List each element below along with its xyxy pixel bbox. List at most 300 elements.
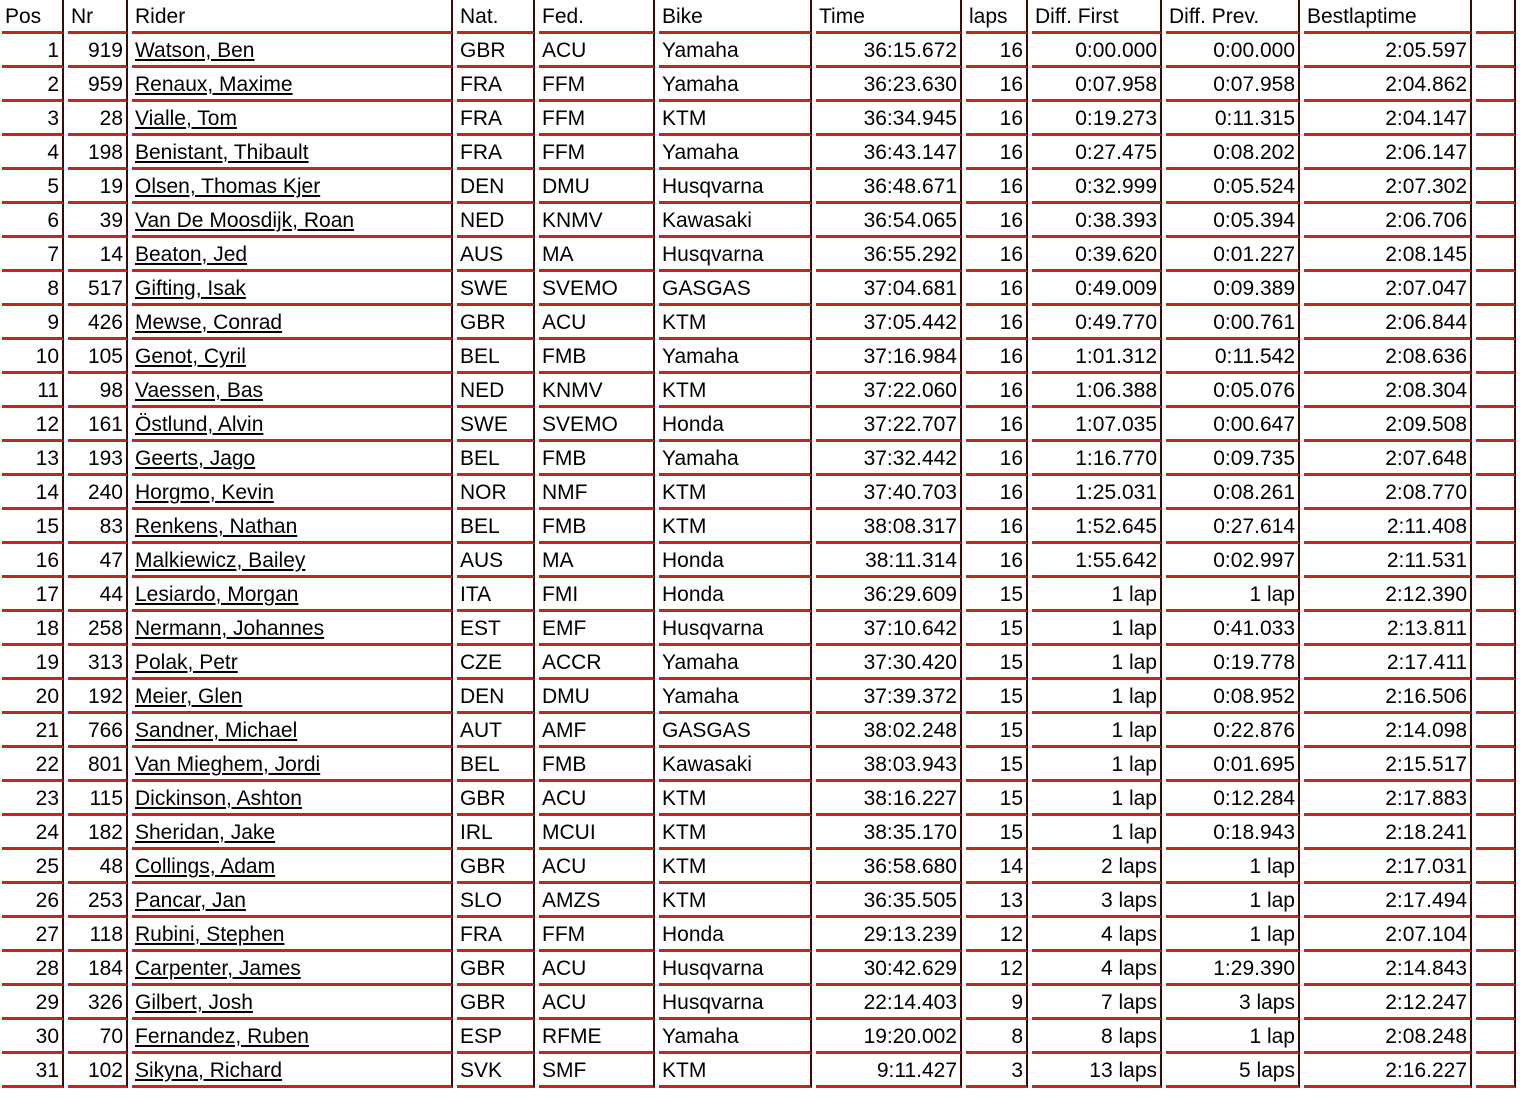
cell-diff-prev: 0:09.389 (1166, 272, 1300, 306)
cell-diff-prev: 1 lap (1166, 918, 1300, 952)
results-body (2, 34, 1516, 1088)
cell-nr: 70 (68, 1020, 128, 1054)
cell-time: 38:02.248 (816, 714, 962, 748)
cell-extra (1476, 1020, 1516, 1054)
cell-nat: GBR (457, 952, 535, 986)
cell-time: 36:58.680 (816, 850, 962, 884)
cell-bike: Kawasaki (659, 204, 812, 238)
cell-bestlaptime: 2:07.104 (1304, 918, 1472, 952)
cell-extra (1476, 510, 1516, 544)
cell-bestlaptime: 2:06.844 (1304, 306, 1472, 340)
rider-link[interactable]: Benistant, Thibault (135, 141, 309, 164)
cell-pos: 31 (2, 1054, 64, 1088)
cell-rider (132, 476, 453, 510)
cell-fed: SMF (539, 1054, 655, 1088)
cell-extra (1476, 170, 1516, 204)
header-fed[interactable]: Fed. (539, 0, 655, 34)
cell-nr: 161 (68, 408, 128, 442)
rider-link[interactable]: Fernandez, Ruben (135, 1025, 309, 1048)
cell-nr: 44 (68, 578, 128, 612)
cell-rider (132, 238, 453, 272)
cell-extra (1476, 782, 1516, 816)
cell-bestlaptime: 2:13.811 (1304, 612, 1472, 646)
table-row (2, 442, 1516, 476)
rider-link[interactable]: Olsen, Thomas Kjer (135, 175, 321, 198)
cell-diff-first: 1 lap (1032, 816, 1162, 850)
cell-rider (132, 544, 453, 578)
rider-link[interactable]: Malkiewicz, Bailey (135, 549, 306, 572)
rider-link[interactable]: Genot, Cyril (135, 345, 246, 368)
cell-laps: 3 (966, 1054, 1028, 1088)
cell-bike: Yamaha (659, 646, 812, 680)
cell-extra (1476, 442, 1516, 476)
cell-extra (1476, 272, 1516, 306)
cell-fed: FFM (539, 68, 655, 102)
cell-bestlaptime: 2:07.047 (1304, 272, 1472, 306)
cell-fed: SVEMO (539, 408, 655, 442)
cell-nr: 182 (68, 816, 128, 850)
cell-nat: FRA (457, 918, 535, 952)
cell-diff-prev: 1:29.390 (1166, 952, 1300, 986)
cell-bike: Yamaha (659, 442, 812, 476)
cell-nat: ESP (457, 1020, 535, 1054)
cell-bike: Honda (659, 408, 812, 442)
table-row (2, 68, 1516, 102)
rider-link[interactable]: Meier, Glen (135, 685, 243, 708)
rider-link[interactable]: Sandner, Michael (135, 719, 298, 742)
header-time[interactable]: Time (816, 0, 962, 34)
cell-bestlaptime: 2:09.508 (1304, 408, 1472, 442)
cell-extra (1476, 612, 1516, 646)
cell-diff-prev: 0:01.227 (1166, 238, 1300, 272)
cell-diff-prev: 0:08.202 (1166, 136, 1300, 170)
cell-diff-first: 0:32.999 (1032, 170, 1162, 204)
cell-fed: ACU (539, 986, 655, 1020)
cell-nat: DEN (457, 170, 535, 204)
cell-bike: Honda (659, 918, 812, 952)
cell-extra (1476, 680, 1516, 714)
cell-time: 36:29.609 (816, 578, 962, 612)
table-row (2, 1020, 1516, 1054)
cell-time: 37:10.642 (816, 612, 962, 646)
cell-nr: 48 (68, 850, 128, 884)
cell-rider (132, 408, 453, 442)
cell-rider (132, 306, 453, 340)
cell-diff-first: 1:01.312 (1032, 340, 1162, 374)
cell-diff-first: 1 lap (1032, 782, 1162, 816)
cell-diff-first: 4 laps (1032, 918, 1162, 952)
cell-laps: 16 (966, 136, 1028, 170)
cell-bike: Husqvarna (659, 170, 812, 204)
cell-laps: 16 (966, 340, 1028, 374)
cell-pos: 18 (2, 612, 64, 646)
header-nr[interactable]: Nr (68, 0, 128, 34)
rider-link[interactable]: Van De Moosdijk, Roan (135, 209, 355, 232)
cell-nat: SVK (457, 1054, 535, 1088)
cell-time: 36:35.505 (816, 884, 962, 918)
cell-diff-first: 2 laps (1032, 850, 1162, 884)
cell-nr: 184 (68, 952, 128, 986)
table-row (2, 544, 1516, 578)
cell-bike: Yamaha (659, 34, 812, 68)
rider-link[interactable]: Gilbert, Josh (135, 991, 253, 1014)
cell-fed: AMF (539, 714, 655, 748)
table-row (2, 646, 1516, 680)
table-row (2, 850, 1516, 884)
rider-link[interactable]: Sikyna, Richard (135, 1059, 283, 1082)
cell-pos: 12 (2, 408, 64, 442)
header-diff-prev[interactable]: Diff. Prev. (1166, 0, 1300, 34)
cell-extra (1476, 136, 1516, 170)
cell-pos: 24 (2, 816, 64, 850)
cell-pos: 17 (2, 578, 64, 612)
cell-pos: 3 (2, 102, 64, 136)
cell-extra (1476, 748, 1516, 782)
cell-time: 9:11.427 (816, 1054, 962, 1088)
table-row (2, 714, 1516, 748)
cell-laps: 16 (966, 476, 1028, 510)
cell-bike: Honda (659, 544, 812, 578)
header-diff-first[interactable]: Diff. First (1032, 0, 1162, 34)
cell-fed: MCUI (539, 816, 655, 850)
cell-extra (1476, 884, 1516, 918)
cell-laps: 16 (966, 204, 1028, 238)
cell-diff-prev: 0:27.614 (1166, 510, 1300, 544)
cell-nat: AUS (457, 238, 535, 272)
rider-link[interactable]: Collings, Adam (135, 855, 276, 878)
cell-rider (132, 578, 453, 612)
cell-bike: Husqvarna (659, 952, 812, 986)
cell-nr: 83 (68, 510, 128, 544)
cell-bike: KTM (659, 850, 812, 884)
cell-diff-prev: 0:19.778 (1166, 646, 1300, 680)
cell-fed: FMB (539, 510, 655, 544)
cell-nr: 19 (68, 170, 128, 204)
table-row (2, 578, 1516, 612)
rider-link[interactable]: Vaessen, Bas (135, 379, 264, 402)
cell-diff-prev: 0:02.997 (1166, 544, 1300, 578)
rider-link[interactable]: Geerts, Jago (135, 447, 256, 470)
cell-nat: FRA (457, 68, 535, 102)
cell-bestlaptime: 2:06.706 (1304, 204, 1472, 238)
cell-bestlaptime: 2:08.770 (1304, 476, 1472, 510)
cell-rider (132, 986, 453, 1020)
cell-extra (1476, 476, 1516, 510)
cell-bike: KTM (659, 102, 812, 136)
cell-rider (132, 136, 453, 170)
cell-fed: MA (539, 238, 655, 272)
cell-bike: Husqvarna (659, 612, 812, 646)
cell-rider (132, 680, 453, 714)
rider-link[interactable]: Rubini, Stephen (135, 923, 285, 946)
cell-rider (132, 884, 453, 918)
header-bike[interactable]: Bike (659, 0, 812, 34)
cell-diff-first: 1:52.645 (1032, 510, 1162, 544)
cell-pos: 27 (2, 918, 64, 952)
cell-fed: FMB (539, 340, 655, 374)
cell-nr: 115 (68, 782, 128, 816)
rider-link[interactable]: Nermann, Johannes (135, 617, 325, 640)
cell-time: 22:14.403 (816, 986, 962, 1020)
cell-nr: 426 (68, 306, 128, 340)
cell-pos: 25 (2, 850, 64, 884)
cell-nat: FRA (457, 102, 535, 136)
cell-nat: FRA (457, 136, 535, 170)
cell-bike: Husqvarna (659, 238, 812, 272)
cell-bike: GASGAS (659, 272, 812, 306)
rider-link[interactable]: Horgmo, Kevin (135, 481, 274, 504)
cell-bestlaptime: 2:17.494 (1304, 884, 1472, 918)
cell-bike: KTM (659, 476, 812, 510)
cell-extra (1476, 578, 1516, 612)
cell-fed: KNMV (539, 204, 655, 238)
cell-pos: 7 (2, 238, 64, 272)
cell-diff-prev: 0:08.261 (1166, 476, 1300, 510)
cell-pos: 13 (2, 442, 64, 476)
rider-link[interactable]: Mewse, Conrad (135, 311, 283, 334)
cell-diff-first: 1 lap (1032, 748, 1162, 782)
cell-diff-prev: 5 laps (1166, 1054, 1300, 1088)
rider-link[interactable]: Vialle, Tom (135, 107, 237, 130)
cell-time: 29:13.239 (816, 918, 962, 952)
cell-pos: 30 (2, 1020, 64, 1054)
cell-pos: 23 (2, 782, 64, 816)
cell-time: 38:16.227 (816, 782, 962, 816)
cell-nr: 258 (68, 612, 128, 646)
cell-rider (132, 510, 453, 544)
cell-nat: CZE (457, 646, 535, 680)
cell-laps: 16 (966, 510, 1028, 544)
cell-nr: 39 (68, 204, 128, 238)
cell-nr: 28 (68, 102, 128, 136)
cell-diff-first: 0:38.393 (1032, 204, 1162, 238)
table-row (2, 782, 1516, 816)
cell-bestlaptime: 2:08.145 (1304, 238, 1472, 272)
cell-diff-first: 1 lap (1032, 612, 1162, 646)
cell-extra (1476, 340, 1516, 374)
cell-laps: 16 (966, 34, 1028, 68)
cell-extra (1476, 68, 1516, 102)
cell-fed: DMU (539, 680, 655, 714)
rider-link[interactable]: Watson, Ben (135, 39, 255, 62)
cell-bestlaptime: 2:11.408 (1304, 510, 1472, 544)
rider-link[interactable]: Pancar, Jan (135, 889, 246, 912)
cell-nat: GBR (457, 986, 535, 1020)
rider-link[interactable]: Van Mieghem, Jordi (135, 753, 321, 776)
cell-pos: 22 (2, 748, 64, 782)
cell-time: 38:08.317 (816, 510, 962, 544)
cell-diff-first: 1:16.770 (1032, 442, 1162, 476)
cell-nat: EST (457, 612, 535, 646)
cell-diff-prev: 0:09.735 (1166, 442, 1300, 476)
cell-bestlaptime: 2:08.304 (1304, 374, 1472, 408)
cell-bike: Yamaha (659, 1020, 812, 1054)
cell-fed: FMB (539, 748, 655, 782)
cell-extra (1476, 714, 1516, 748)
cell-diff-first: 0:07.958 (1032, 68, 1162, 102)
cell-time: 37:22.707 (816, 408, 962, 442)
cell-time: 36:23.630 (816, 68, 962, 102)
cell-laps: 13 (966, 884, 1028, 918)
cell-extra (1476, 204, 1516, 238)
table-row (2, 306, 1516, 340)
cell-nat: DEN (457, 680, 535, 714)
cell-bestlaptime: 2:18.241 (1304, 816, 1472, 850)
cell-bestlaptime: 2:04.147 (1304, 102, 1472, 136)
cell-pos: 6 (2, 204, 64, 238)
rider-link[interactable]: Carpenter, James (135, 957, 301, 980)
cell-nat: BEL (457, 510, 535, 544)
cell-time: 38:03.943 (816, 748, 962, 782)
cell-diff-first: 1 lap (1032, 680, 1162, 714)
cell-laps: 12 (966, 918, 1028, 952)
cell-nr: 198 (68, 136, 128, 170)
cell-laps: 16 (966, 238, 1028, 272)
header-laps[interactable]: laps (966, 0, 1028, 34)
table-row (2, 748, 1516, 782)
cell-bestlaptime: 2:07.648 (1304, 442, 1472, 476)
cell-diff-prev: 0:00.761 (1166, 306, 1300, 340)
cell-rider (132, 1054, 453, 1088)
cell-laps: 14 (966, 850, 1028, 884)
cell-diff-first: 0:49.009 (1032, 272, 1162, 306)
cell-extra (1476, 374, 1516, 408)
cell-extra (1476, 952, 1516, 986)
cell-time: 19:20.002 (816, 1020, 962, 1054)
cell-diff-first: 1 lap (1032, 714, 1162, 748)
cell-extra (1476, 1054, 1516, 1088)
cell-bike: KTM (659, 1054, 812, 1088)
cell-bestlaptime: 2:17.031 (1304, 850, 1472, 884)
table-row (2, 884, 1516, 918)
cell-rider (132, 850, 453, 884)
cell-time: 37:39.372 (816, 680, 962, 714)
cell-pos: 8 (2, 272, 64, 306)
cell-bestlaptime: 2:14.843 (1304, 952, 1472, 986)
cell-nr: 14 (68, 238, 128, 272)
cell-fed: NMF (539, 476, 655, 510)
cell-extra (1476, 544, 1516, 578)
rider-link[interactable]: Renkens, Nathan (135, 515, 298, 538)
cell-nat: NED (457, 204, 535, 238)
cell-diff-first: 13 laps (1032, 1054, 1162, 1088)
cell-nr: 326 (68, 986, 128, 1020)
cell-diff-prev: 0:00.000 (1166, 34, 1300, 68)
cell-nat: GBR (457, 782, 535, 816)
cell-rider (132, 918, 453, 952)
header-nat[interactable]: Nat. (457, 0, 535, 34)
cell-diff-first: 0:27.475 (1032, 136, 1162, 170)
cell-bestlaptime: 2:06.147 (1304, 136, 1472, 170)
cell-nr: 47 (68, 544, 128, 578)
cell-laps: 16 (966, 272, 1028, 306)
cell-bestlaptime: 2:16.506 (1304, 680, 1472, 714)
cell-bestlaptime: 2:17.411 (1304, 646, 1472, 680)
cell-nr: 517 (68, 272, 128, 306)
cell-diff-prev: 0:05.524 (1166, 170, 1300, 204)
table-row (2, 272, 1516, 306)
cell-fed: SVEMO (539, 272, 655, 306)
cell-nat: BEL (457, 748, 535, 782)
rider-link[interactable]: Beaton, Jed (135, 243, 248, 266)
cell-nat: NED (457, 374, 535, 408)
header-rider[interactable]: Rider (132, 0, 453, 34)
cell-fed: AMZS (539, 884, 655, 918)
cell-laps: 16 (966, 170, 1028, 204)
cell-fed: ACU (539, 952, 655, 986)
cell-diff-prev: 0:11.315 (1166, 102, 1300, 136)
cell-extra (1476, 646, 1516, 680)
cell-rider (132, 816, 453, 850)
cell-time: 30:42.629 (816, 952, 962, 986)
cell-time: 36:15.672 (816, 34, 962, 68)
cell-nat: SLO (457, 884, 535, 918)
table-row (2, 102, 1516, 136)
table-row (2, 476, 1516, 510)
cell-pos: 1 (2, 34, 64, 68)
cell-nr: 253 (68, 884, 128, 918)
cell-nr: 192 (68, 680, 128, 714)
rider-link[interactable]: Lesiardo, Morgan (135, 583, 299, 606)
cell-bestlaptime: 2:05.597 (1304, 34, 1472, 68)
cell-fed: FMI (539, 578, 655, 612)
cell-diff-prev: 1 lap (1166, 884, 1300, 918)
cell-rider (132, 34, 453, 68)
cell-extra (1476, 238, 1516, 272)
cell-pos: 26 (2, 884, 64, 918)
cell-diff-first: 0:39.620 (1032, 238, 1162, 272)
cell-time: 36:55.292 (816, 238, 962, 272)
cell-fed: FFM (539, 102, 655, 136)
cell-pos: 14 (2, 476, 64, 510)
header-extra (1476, 0, 1516, 34)
rider-link[interactable]: Östlund, Alvin (135, 413, 264, 436)
cell-rider (132, 646, 453, 680)
cell-bike: KTM (659, 782, 812, 816)
table-row (2, 204, 1516, 238)
cell-pos: 10 (2, 340, 64, 374)
cell-diff-prev: 0:05.076 (1166, 374, 1300, 408)
cell-diff-first: 8 laps (1032, 1020, 1162, 1054)
rider-link[interactable]: Gifting, Isak (135, 277, 246, 300)
rider-link[interactable]: Polak, Petr (135, 651, 238, 674)
cell-bike: Yamaha (659, 340, 812, 374)
cell-nat: ITA (457, 578, 535, 612)
cell-rider (132, 782, 453, 816)
cell-time: 38:11.314 (816, 544, 962, 578)
cell-nat: AUS (457, 544, 535, 578)
cell-nr: 102 (68, 1054, 128, 1088)
header-bestlaptime[interactable]: Bestlaptime (1304, 0, 1472, 34)
cell-rider (132, 204, 453, 238)
cell-nat: BEL (457, 442, 535, 476)
cell-laps: 12 (966, 952, 1028, 986)
header-pos[interactable]: Pos (2, 0, 64, 34)
rider-link[interactable]: Renaux, Maxime (135, 73, 293, 96)
cell-rider (132, 102, 453, 136)
rider-link[interactable]: Sheridan, Jake (135, 821, 276, 844)
cell-bestlaptime: 2:15.517 (1304, 748, 1472, 782)
cell-nr: 766 (68, 714, 128, 748)
cell-rider (132, 714, 453, 748)
cell-diff-prev: 0:22.876 (1166, 714, 1300, 748)
rider-link[interactable]: Dickinson, Ashton (135, 787, 302, 810)
cell-nat: AUT (457, 714, 535, 748)
cell-diff-prev: 3 laps (1166, 986, 1300, 1020)
cell-diff-first: 1 lap (1032, 578, 1162, 612)
cell-pos: 9 (2, 306, 64, 340)
cell-rider (132, 442, 453, 476)
